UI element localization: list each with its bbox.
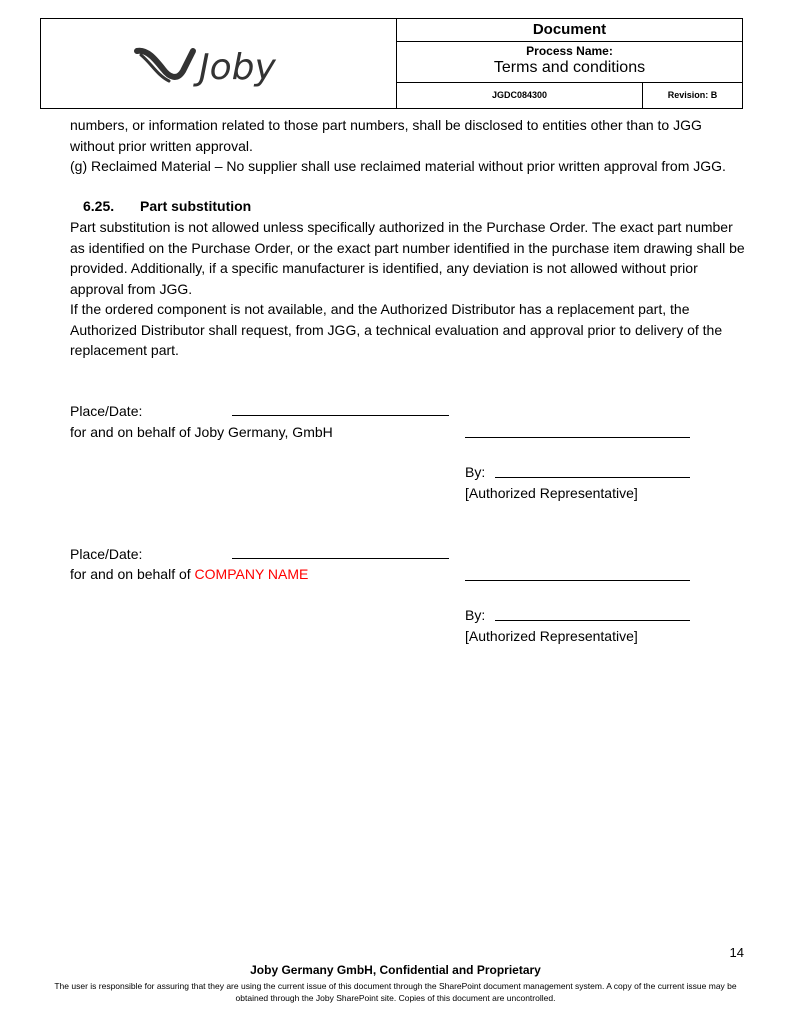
company-behalf-label: [70, 564, 308, 584]
place-date-label-1: Place/Date:: [70, 403, 143, 419]
place-date-line-2[interactable]: [232, 558, 449, 559]
continuation-paragraph: numbers, or information related to those part numbers, shall be disclosed to entities other than to JGG without prior written approval.: [70, 117, 702, 154]
document-number: JGDC084300: [397, 83, 643, 108]
joby-logo: [133, 41, 313, 87]
logo-cell: [41, 19, 397, 108]
substitution-paragraph-1: Part substitution is not allowed unless specifically authorized in the Purchase Order. The exact part number as identified on the Purchase Order, or the exact part number identified in the purchase item drawing shall be provided. Additionally, if a specific manufacturer is identified, any deviation is not allowed without prior approval from JGG.: [70, 219, 745, 297]
by-label-1: By:: [465, 464, 486, 480]
by-line-1[interactable]: [495, 477, 690, 478]
place-date-line-1[interactable]: [232, 415, 449, 416]
page-number: 14: [729, 945, 744, 960]
substitution-paragraph-2: If the ordered component is not available, and the Authorized Distributor has a replacement part, the Authorized Distributor shall request, from JGG, a technical evaluation and approval prior to delivery of the replacement part.: [70, 301, 723, 358]
by-label-2: By:: [465, 607, 486, 623]
company-behalf-prefix: for and on behalf of: [70, 566, 191, 582]
revision: Revision: B: [667, 90, 718, 100]
joby-signature-line[interactable]: [465, 437, 690, 438]
process-name-cell: [397, 42, 742, 83]
authorized-representative-2: [Authorized Representative]: [465, 628, 638, 644]
footer-disclaimer: The user is responsible for assuring that they are using the current issue of this document through the SharePoint document management system. A copy of the current issue may be obtained through the Joby SharePoint site. Copies of this document are uncontrolled.: [54, 981, 737, 1003]
document-header: [40, 18, 743, 109]
footer-confidential: Joby Germany GmbH, Confidential and Proprietary: [250, 963, 541, 977]
joby-behalf-label: for and on behalf of Joby Germany, GmbH: [70, 424, 333, 440]
process-name-label: Process Name:: [526, 44, 613, 58]
svg-text:Joby: Joby: [199, 47, 276, 87]
by-line-2[interactable]: [495, 620, 690, 621]
company-name-placeholder: COMPANY NAME: [194, 566, 309, 582]
company-signature-line[interactable]: [465, 580, 690, 581]
place-date-label-2: Place/Date:: [70, 546, 143, 562]
process-name-value: Terms and conditions: [493, 59, 646, 76]
section-number: 6.25.: [83, 198, 115, 214]
section-heading: [83, 196, 251, 216]
document-label: Document: [397, 19, 742, 42]
authorized-representative-1: [Authorized Representative]: [465, 485, 638, 501]
section-title: Part substitution: [140, 198, 252, 214]
reclaimed-material-paragraph: (g) Reclaimed Material – No supplier shall use reclaimed material without prior written approval from JGG.: [70, 158, 726, 174]
